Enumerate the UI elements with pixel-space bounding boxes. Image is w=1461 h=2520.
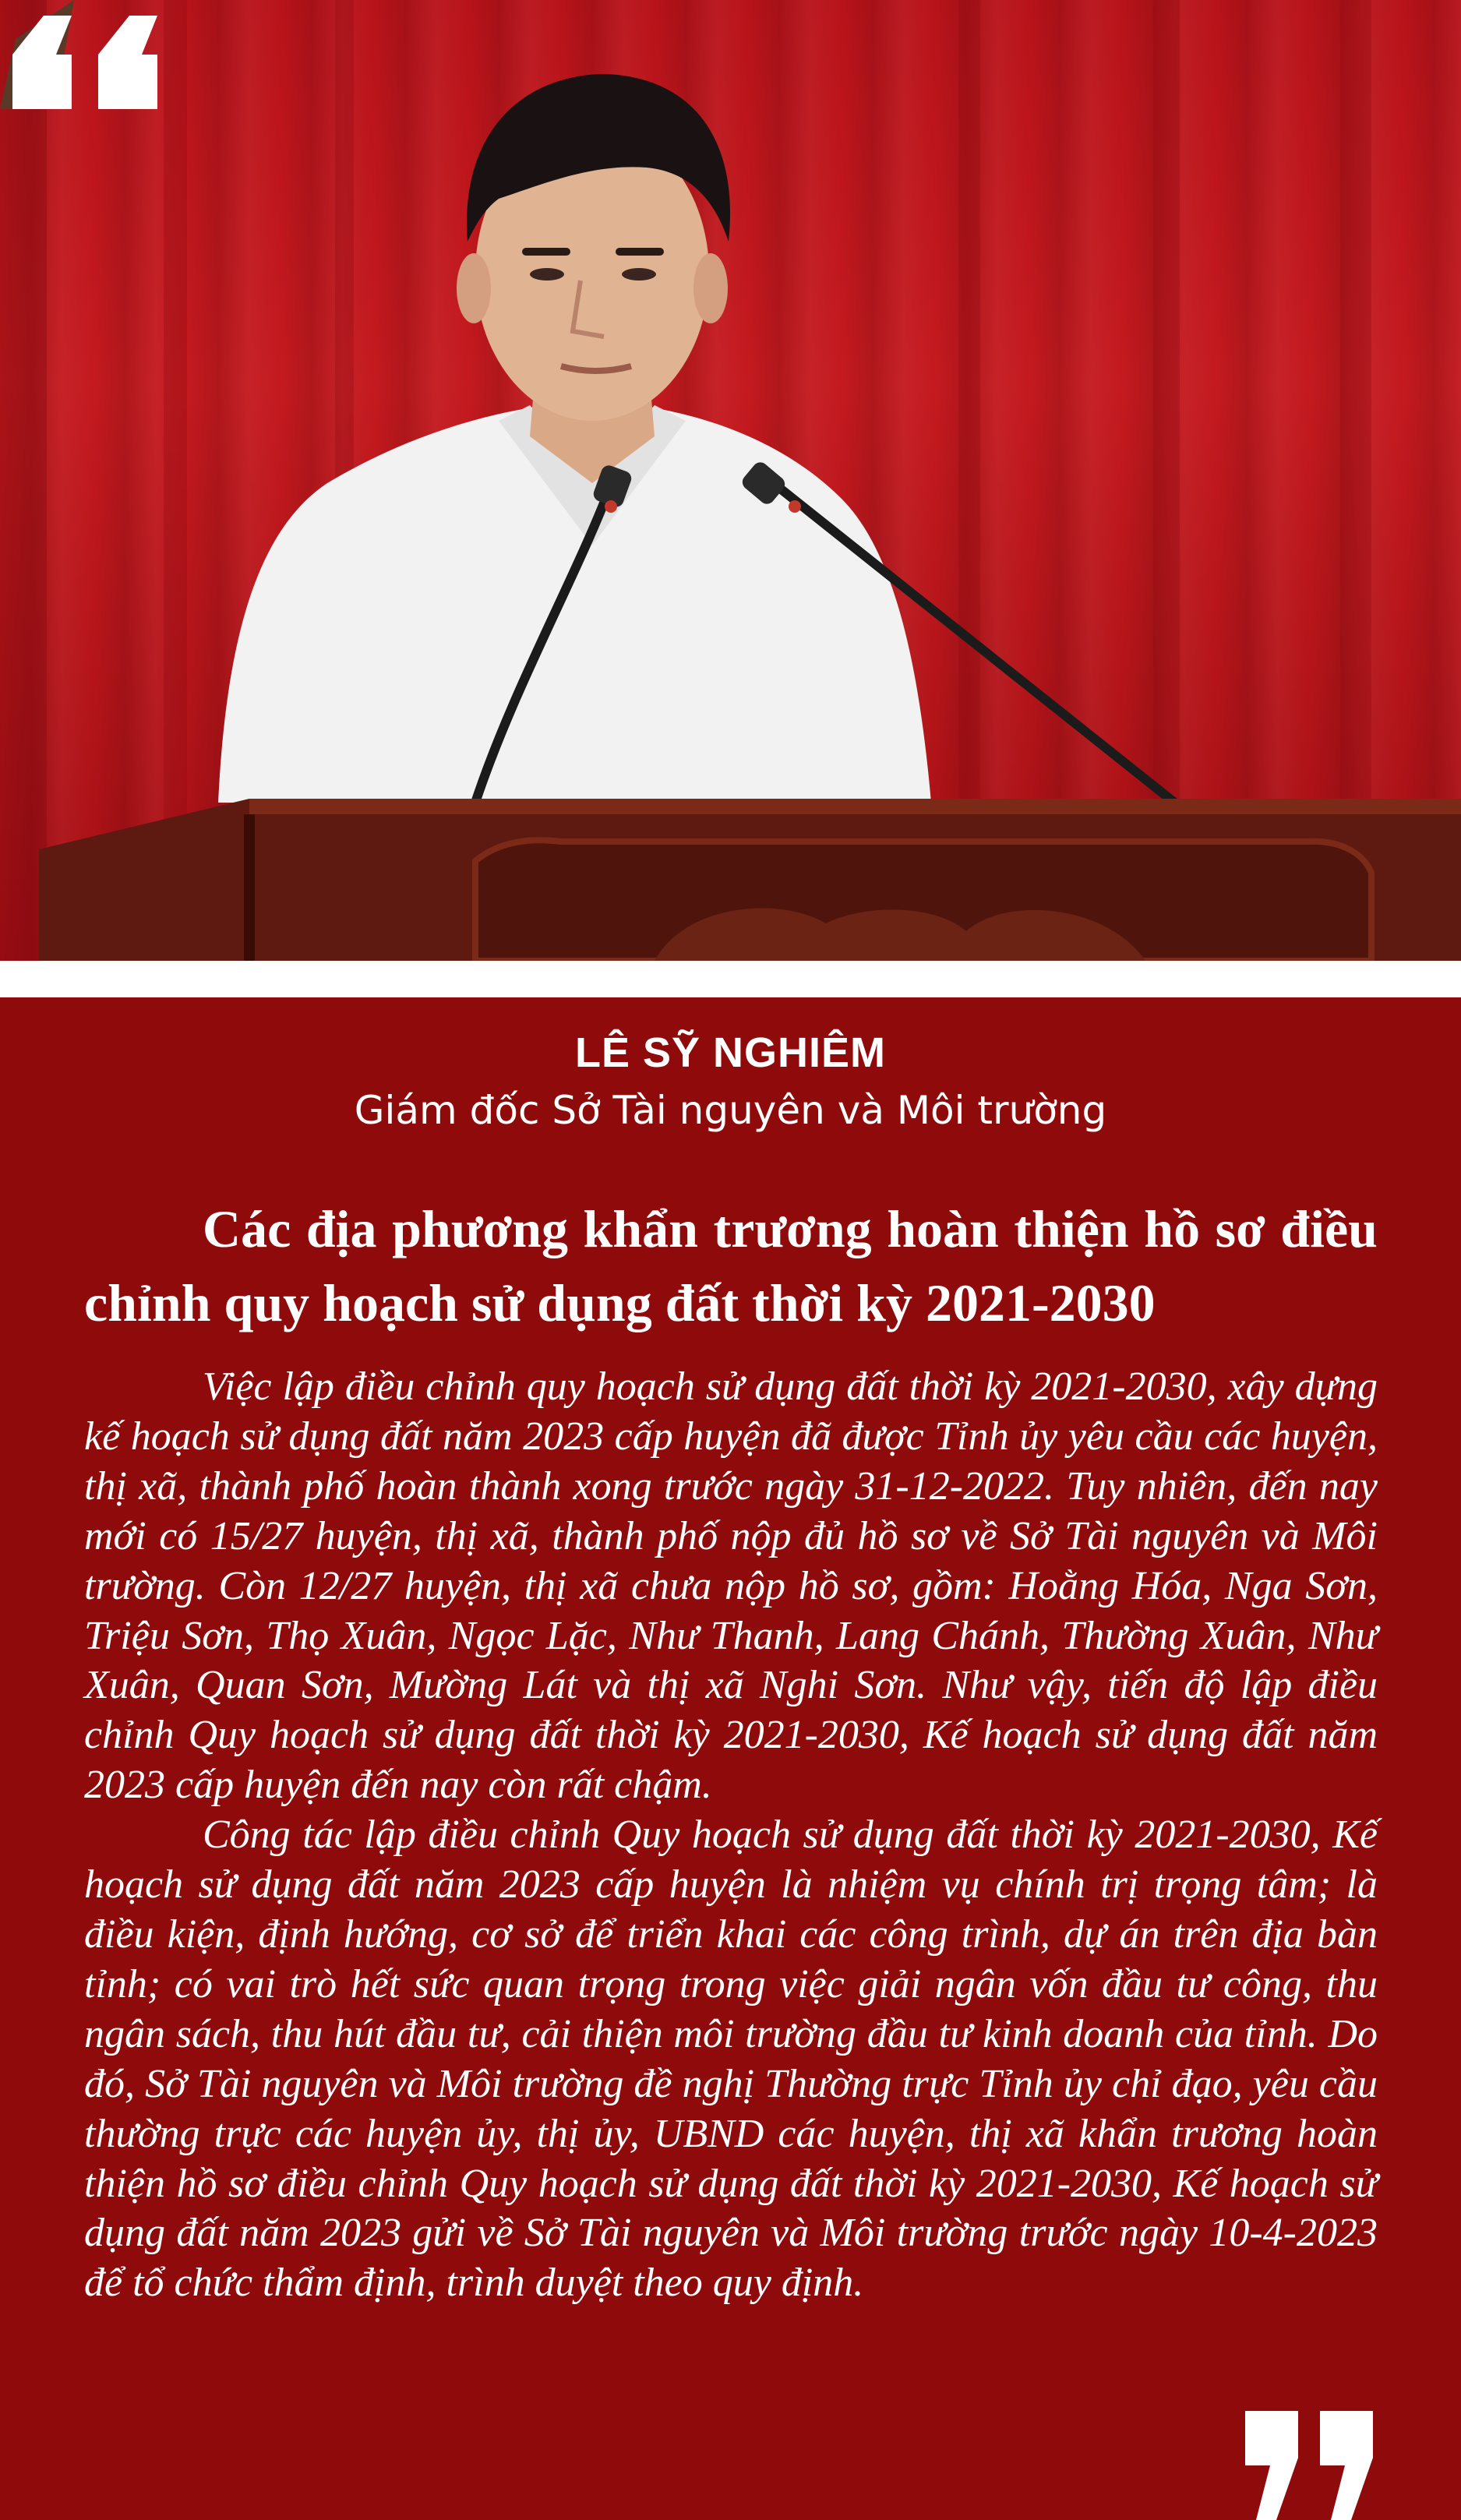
closing-quotation-mark-icon: [1245, 2411, 1378, 2520]
speaker-title: Giám đốc Sở Tài nguyên và Môi trường: [354, 1088, 1107, 1133]
paragraph: Công tác lập điều chỉnh Quy hoạch sử dụng đất thời kỳ 2021-2030, Kế hoạch sử dụng đất năm 2023 cấp huyện là nhiệm vụ chính trị trọng tâm; là điều kiện, định hướng, cơ sở để triển khai các công trình, dự án trên địa bàn tỉnh; có vai trò hết sức quan trọng trong việc giải ngân vốn đầu tư công, thu ngân sách, thu hút đầu tư, cải thiện môi trường đầu tư kinh doanh của tỉnh. Do đó, Sở Tài nguyên và Môi trường đề nghị Thường trực Tỉnh ủy chỉ đạo, yêu cầu thường trực các huyện ủy, thị ủy, UBND các huyện, thị xã khẩn trương hoàn thiện hồ sơ điều chỉnh Quy hoạch sử dụng đất thời kỳ 2021-2030, Kế hoạch sử dụng đất năm 2023 gửi về Sở Tài nguyên và Môi trường trước ngày 10-4-2023 để tổ chức thẩm định, trình duyệt theo quy định.: [84, 1812, 1378, 2306]
speaker-illustration: [0, 0, 1461, 961]
speaker-name: LÊ SỸ NGHIÊM: [574, 1029, 887, 1076]
quote-body: [84, 1362, 1378, 2308]
divider-band: [0, 961, 1461, 997]
speaker-photo: [0, 0, 1461, 961]
paragraph: Việc lập điều chỉnh quy hoạch sử dụng đất thời kỳ 2021-2030, xây dựng kế hoạch sử dụng đất năm 2023 cấp huyện đã được Tỉnh ủy yêu cầu các huyện, thị xã, thành phố hoàn thành xong trước ngày 31-12-2022. Tuy nhiên, đến nay mới có 15/27 huyện, thị xã, thành phố nộp đủ hồ sơ về Sở Tài nguyên và Môi trường. Còn 12/27 huyện, thị xã chưa nộp hồ sơ, gồm: Hoằng Hóa, Nga Sơn, Triệu Sơn, Thọ Xuân, Ngọc Lặc, Như Thanh, Lang Chánh, Thường Xuân, Như Xuân, Quan Sơn, Mường Lát và thị xã Nghi Sơn. Như vậy, tiến độ lập điều chỉnh Quy hoạch sử dụng đất thời kỳ 2021-2030, Kế hoạch sử dụng đất năm 2023 cấp huyện đến nay còn rất chậm.: [84, 1364, 1378, 1808]
opening-quotation-mark-icon: [0, 0, 173, 109]
headline: Các địa phương khẩn trương hoàn thiện hồ sơ điều chỉnh quy hoạch sử dụng đất thời kỳ 2021-2030: [84, 1199, 1378, 1332]
